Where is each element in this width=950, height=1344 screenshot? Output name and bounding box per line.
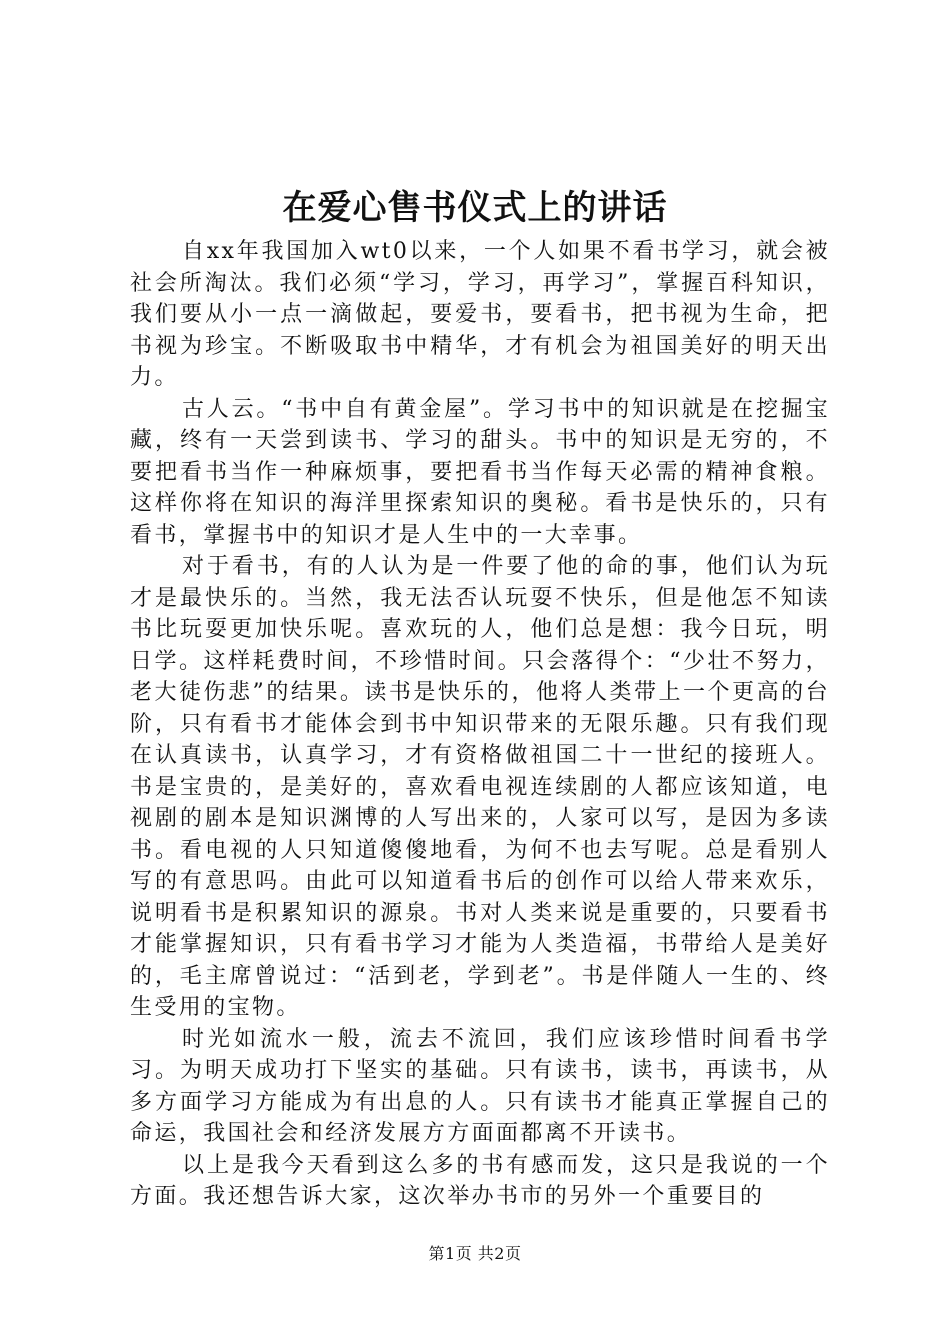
paragraph-4: 时光如流水一般，流去不流回，我们应该珍惜时间看书学习。为明天成功打下坚实的基础。只有读书，读书，再读书，从多方面学习方能成为有出息的人。只有读书才能真正掌握自己的命运，我国社会和经济发展方方面面都离不开读书。 — [130, 1026, 830, 1146]
page-number-footer: 第1页 共2页 — [428, 1244, 522, 1263]
paragraph-5: 以上是我今天看到这么多的书有感而发，这只是我说的一个方面。我还想告诉大家，这次举办书市的另外一个重要目的 — [130, 1152, 830, 1209]
document-body — [130, 236, 830, 1213]
document-title: 在爱心售书仪式上的讲话 — [282, 188, 668, 228]
paragraph-2: 古人云。“书中自有黄金屋”。学习书中的知识就是在挖掘宝藏，终有一天尝到读书、学习的甜头。书中的知识是无穷的，不要把看书当作一种麻烦事，要把看书当作每天必需的精神食粮。这样你将在知识的海洋里探索知识的奥秘。看书是快乐的，只有看书，掌握书中的知识才是人生中的一大幸事。 — [130, 396, 830, 548]
paragraph-1: 自xx年我国加入wt0以来，一个人如果不看书学习，就会被社会所淘汰。我们必须“学习，学习，再学习”，掌握百科知识，我们要从小一点一滴做起，要爱书，要看书，把书视为生命，把书视为珍宝。不断吸取书中精华，才有机会为祖国美好的明天出力。 — [130, 239, 830, 390]
paragraph-3: 对于看书，有的人认为是一件要了他的命的事，他们认为玩才是最快乐的。当然，我无法否认玩耍不快乐，但是他怎不知读书比玩耍更加快乐呢。喜欢玩的人，他们总是想：我今日玩，明日学。这样耗费时间，不珍惜时间。只会落得个：“少壮不努力，老大徒伤悲”的结果。读书是快乐的，他将人类带上一个更高的台阶，只有看书才能体会到书中知识带来的无限乐趣。只有我们现在认真读书，认真学习，才有资格做祖国二十一世纪的接班人。书是宝贵的，是美好的，喜欢看电视连续剧的人都应该知道，电视剧的剧本是知识渊博的人写出来的，人家可以写，是因为多读书。看电视的人只知道傻傻地看，为何不也去写呢。总是看别人写的有意思吗。由此可以知道看书后的创作可以给人带来欢乐，说明看书是积累知识的源泉。书对人类来说是重要的，只要看书才能掌握知识，只有看书学习才能为人类造福，书带给人是美好的，毛主席曾说过：“活到老，学到老”。书是伴随人一生的、终生受用的宝物。 — [130, 554, 830, 1020]
